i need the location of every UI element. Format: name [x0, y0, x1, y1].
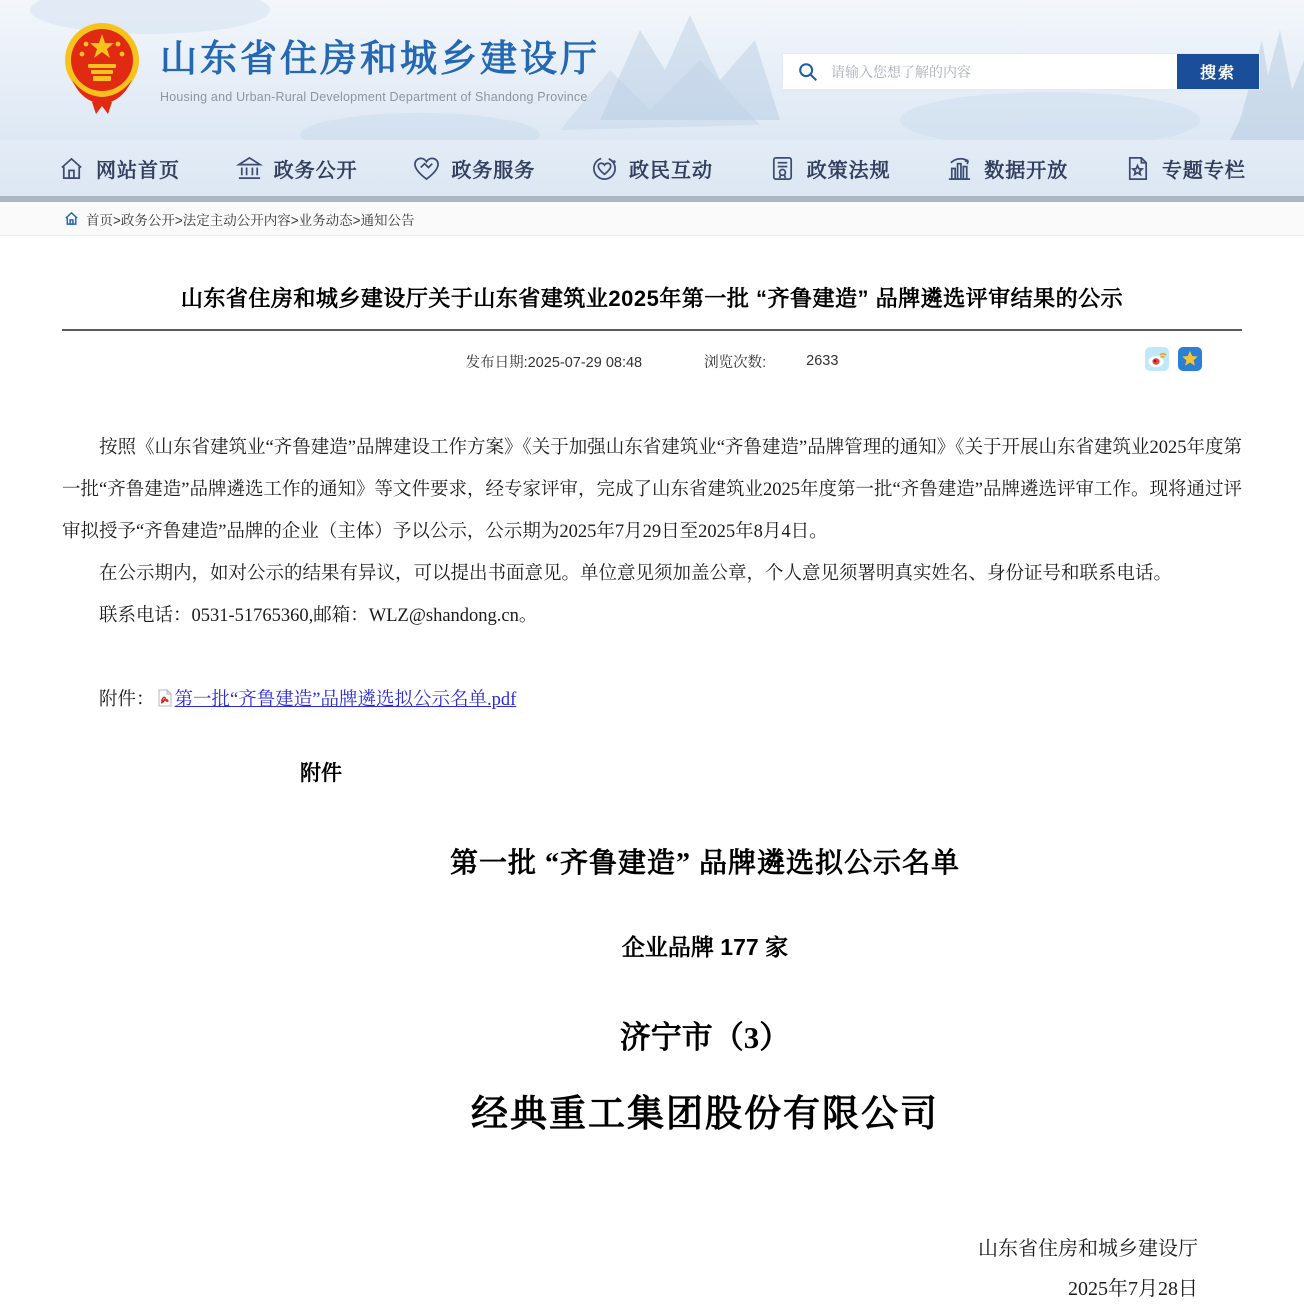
share-icons	[1145, 347, 1202, 371]
government-building-icon	[236, 155, 263, 182]
title-divider	[62, 329, 1242, 331]
site-logo-row	[62, 18, 600, 114]
nav-label: 政务服务	[451, 159, 536, 182]
search-input-zone	[783, 54, 1177, 89]
site-subtitle: Housing and Urban-Rural Development Department of Shandong Province	[160, 90, 588, 104]
search-icon	[797, 61, 819, 83]
doc-city-heading: 济宁市（3）	[619, 1020, 791, 1055]
search-button[interactable]: 搜索	[1177, 54, 1259, 89]
nav-item-home[interactable]	[58, 154, 180, 183]
national-emblem-logo	[62, 18, 142, 114]
attachment-document-preview	[300, 757, 1110, 1137]
weibo-share-icon[interactable]	[1145, 347, 1169, 371]
handshake-icon	[413, 155, 440, 182]
views-label: 浏览次数:	[704, 354, 767, 371]
breadcrumb-text[interactable]: 首页>政务公开>法定主动公开内容>业务动态>通知公告	[86, 212, 415, 228]
doc-company-name: 经典重工集团股份有限公司	[471, 1094, 939, 1135]
contact-paragraph: 联系电话：0531-51765360,邮箱：WLZ@shandong.cn。	[99, 606, 538, 626]
nav-item-gov-affairs[interactable]	[236, 154, 358, 183]
site-titles	[160, 28, 600, 104]
nav-label: 数据开放	[984, 159, 1069, 182]
attachment-label: 附件：	[99, 690, 155, 710]
nav-label: 政民互动	[628, 159, 713, 182]
nav-item-special-topics[interactable]	[1124, 154, 1246, 183]
article-content	[0, 282, 1304, 1309]
paragraph: 按照《山东省建筑业“齐鲁建造”品牌建设工作方案》《关于加强山东省建筑业“齐鲁建造”品牌管理的通知》《关于开展山东省建筑业2025年度第一批“齐鲁建造”品牌遴选工作的通知》等文件要求，经专家评审，完成了山东省建筑业2025年度第一批“齐鲁建造”品牌遴选评审工作。现将通过评审拟授予“齐鲁建造”品牌的企业（主体）予以公示，公示期为2025年7月29日至2025年8月4日。	[62, 438, 1242, 542]
nav-item-gov-services[interactable]	[413, 154, 535, 183]
signature-org: 山东省住房和城乡建设厅	[978, 1238, 1198, 1260]
article-body	[62, 427, 1242, 637]
breadcrumb-home-icon	[64, 211, 79, 226]
nav-item-policies[interactable]	[769, 154, 891, 183]
home-icon	[58, 155, 85, 182]
nav-label: 政务公开	[273, 159, 358, 182]
site-header	[0, 0, 1304, 140]
nav-label: 网站首页	[96, 159, 180, 182]
article-meta	[62, 347, 1242, 375]
qzone-share-icon[interactable]	[1178, 347, 1202, 371]
doc-subtitle: 企业品牌 177 家	[621, 934, 789, 960]
nav-label: 政策法规	[806, 159, 891, 182]
policy-document-icon	[769, 155, 796, 182]
breadcrumb	[0, 202, 1304, 236]
nav-item-open-data[interactable]	[946, 154, 1068, 183]
paragraph: 在公示期内，如对公示的结果有异议，可以提出书面意见。单位意见须加盖公章，个人意见须署明真实姓名、身份证号和联系电话。	[99, 564, 1173, 584]
signature-date: 2025年7月28日	[1068, 1278, 1198, 1300]
doc-heading: 附件	[300, 762, 342, 785]
search-bar	[782, 53, 1260, 90]
star-document-icon	[1124, 155, 1151, 182]
doc-title: 第一批 “齐鲁建造” 品牌遴选拟公示名单	[449, 848, 960, 879]
publish-date: 发布日期:2025-07-29 08:48	[465, 354, 643, 371]
site-title: 山东省住房和城乡建设厅	[160, 38, 600, 79]
data-chart-icon	[946, 155, 973, 182]
attachment-link[interactable]: 第一批“齐鲁建造”品牌遴选拟公示名单.pdf	[174, 690, 517, 710]
search-input[interactable]	[819, 54, 1177, 89]
nav-item-public-interaction[interactable]	[591, 154, 713, 183]
nav-label: 专题专栏	[1161, 159, 1246, 182]
pdf-file-icon	[157, 689, 173, 707]
signature-block	[62, 1229, 1242, 1309]
article-title: 山东省住房和城乡建设厅关于山东省建筑业2025年第一批 “齐鲁建造” 品牌遴选评审结果的公示	[180, 286, 1124, 311]
views-count: 2633	[806, 353, 839, 369]
heart-interaction-icon	[591, 155, 618, 182]
main-nav	[0, 140, 1304, 196]
attachment-row	[62, 685, 1242, 711]
